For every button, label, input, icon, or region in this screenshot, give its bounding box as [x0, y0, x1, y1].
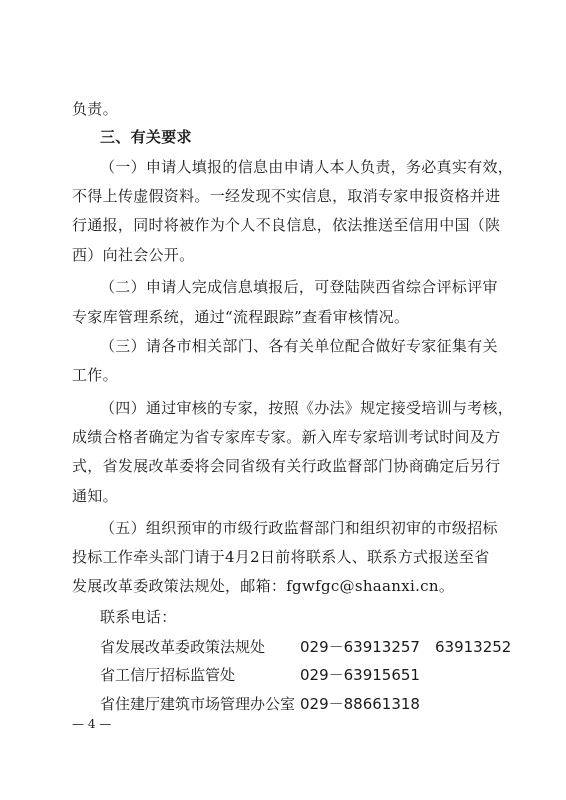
text-line: 通知。: [72, 487, 118, 505]
contact-phone: 029－88661318: [300, 695, 420, 713]
section-heading: 三、有关要求: [100, 128, 192, 146]
text-line: 西）向社会公开。: [72, 246, 195, 264]
text-line: 发展改革委政策法规处，邮箱：fgwfgc@shaanxi.cn。: [72, 577, 455, 595]
contact-heading: 联系电话：: [100, 608, 177, 626]
text-line: （二）申请人完成信息填报后，可登陆陕西省综合评标评审: [100, 278, 498, 296]
contact-phone: 029－63915651: [300, 666, 420, 684]
text-line: 投标工作牵头部门请于4月2日前将联系人、联系方式报送至省: [72, 548, 490, 566]
contact-dept: 省发展改革委政策法规处: [100, 638, 266, 656]
contact-phone: 029－63913257 63913252: [300, 638, 512, 656]
text-line: （一）申请人填报的信息由申请人本人负责，务必真实有效，: [100, 158, 514, 176]
text-line: 式，省发展改革委将会同省级有关行政监督部门协商确定后另行: [72, 457, 501, 475]
text-line: 成绩合格者确定为省专家库专家。新入库专家培训考试时间及方: [72, 428, 501, 446]
text-line: （五）组织预审的市级行政监督部门和组织初审的市级招标: [100, 519, 498, 537]
text-line: 不得上传虚假资料。一经发现不实信息，取消专家申报资格并进: [72, 187, 501, 205]
text-line: 工作。: [72, 366, 118, 384]
text-line: （四）通过审核的专家，按照《办法》规定接受培训与考核，: [100, 399, 514, 417]
text-line: 负责。: [72, 100, 118, 118]
text-line: （三）请各市相关部门、各有关单位配合做好专家征集有关: [100, 337, 498, 355]
text-line: 专家库管理系统，通过“流程跟踪”查看审核情况。: [72, 308, 410, 326]
page-number: — 4 —: [72, 717, 112, 731]
contact-dept: 省工信厅招标监管处: [100, 666, 236, 684]
contact-dept: 省住建厅建筑市场管理办公室: [100, 695, 296, 713]
text-line: 行通报，同时将被作为个人不良信息，依法推送至信用中国（陕: [72, 216, 501, 234]
